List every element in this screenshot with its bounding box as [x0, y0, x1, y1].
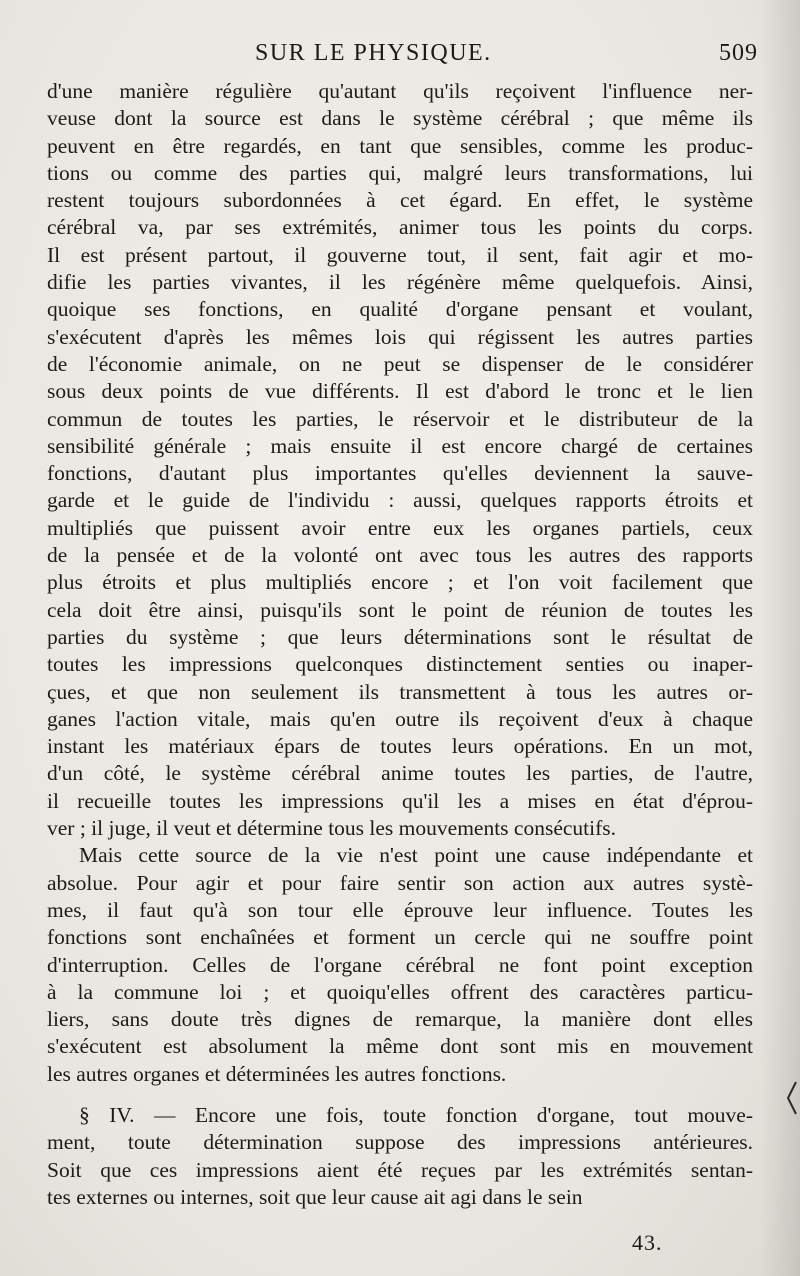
- text-line: ver ; il juge, il veut et détermine tous les mouvements consécutifs.: [47, 816, 617, 841]
- paragraph: [47, 78, 753, 842]
- page-number: 509: [719, 40, 758, 66]
- text-line: sous deux points de vue différents. Il est d'abord le tronc et le lien: [47, 379, 753, 404]
- text-line: ganes l'action vitale, mais qu'en outre ils reçoivent d'eux à chaque: [47, 706, 753, 731]
- text-line: à la commune loi ; et quoiqu'elles offrent des caractères particu-: [47, 979, 753, 1004]
- text-line: parties du système ; que leurs déterminations sont le résultat de: [47, 624, 753, 649]
- text-line: mes, il faut qu'à son tour elle éprouve leur influence. Toutes les: [47, 897, 753, 922]
- text-line: cérébral va, par ses extrémités, animer tous les points du corps.: [47, 215, 753, 240]
- text-line: d'une manière régulière qu'autant qu'ils reçoivent l'influence ner-: [47, 79, 753, 103]
- running-head: SUR LE PHYSIQUE.: [255, 40, 492, 66]
- text-line: difie les parties vivantes, il les régénère même quelquefois. Ainsi,: [47, 270, 753, 295]
- text-line: d'interruption. Celles de l'organe cérébral ne font point exception: [47, 952, 753, 977]
- text-line: s'exécutent est absolument la même dont sont mis en mouvement: [47, 1034, 753, 1059]
- text-line: fonctions sont enchaînées et forment un cercle qui ne souffre point: [47, 925, 753, 950]
- text-line: cela doit être ainsi, puisqu'ils sont le point de réunion de toutes les: [47, 597, 753, 622]
- text-line: de l'économie animale, on ne peut se dispenser de le considérer: [47, 351, 753, 376]
- text-line: veuse dont la source est dans le système cérébral ; que même ils: [47, 106, 753, 131]
- signature-mark: 43.: [632, 1230, 663, 1255]
- section-gap: [47, 1088, 753, 1102]
- text-line: plus étroits et plus multipliés encore ; et l'on voit facilement que: [47, 570, 753, 595]
- paragraph: [47, 842, 753, 1088]
- text-line: il recueille toutes les impressions qu'il les a mises en état d'éprou-: [47, 788, 753, 813]
- text-line: Il est présent partout, il gouverne tout, il sent, fait agir et mo-: [47, 242, 753, 267]
- page-header: [40, 40, 760, 74]
- text-line: commun de toutes les parties, le réservoir et le distributeur de la: [47, 406, 753, 431]
- text-line: restent toujours subordonnées à cet égard. En effet, le système: [47, 188, 753, 213]
- text-line: liers, sans doute très dignes de remarque, la manière dont elles: [47, 1007, 753, 1032]
- text-line: sensibilité générale ; mais ensuite il est encore chargé de certaines: [47, 433, 753, 458]
- text-line: Soit que ces impressions aient été reçues par les extrémités sentan-: [47, 1157, 753, 1182]
- body-text: [47, 78, 753, 1211]
- text-line: peuvent en être regardés, en tant que sensibles, comme les produc-: [47, 133, 753, 158]
- text-line: s'exécutent d'après les mêmes lois qui régissent les autres parties: [47, 324, 753, 349]
- margin-mark: [784, 1078, 800, 1118]
- text-line: Mais cette source de la vie n'est point une cause indépendante et: [79, 843, 753, 868]
- text-line: instant les matériaux épars de toutes leurs opérations. En un mot,: [47, 734, 753, 759]
- text-line: fonctions, d'autant plus importantes qu'elles deviennent la sauve-: [47, 461, 753, 486]
- text-line: çues, et que non seulement ils transmettent à tous les autres or-: [47, 679, 753, 704]
- text-line: de la pensée et de la volonté ont avec tous les autres des rapports: [47, 543, 753, 568]
- text-line: toutes les impressions quelconques distinctement senties ou inaper-: [47, 652, 753, 677]
- text-line: absolue. Pour agir et pour faire sentir son action aux autres systè-: [47, 870, 753, 895]
- text-line: quoique ses fonctions, en qualité d'organe pensant et voulant,: [47, 297, 753, 322]
- text-line: § IV. — Encore une fois, toute fonction d'organe, tout mouve-: [79, 1102, 753, 1127]
- text-line: multipliés que puissent avoir entre eux les organes partiels, ceux: [47, 515, 753, 540]
- text-line: garde et le guide de l'individu : aussi, quelques rapports étroits et: [47, 488, 753, 513]
- text-line: tions ou comme des parties qui, malgré leurs transformations, lui: [47, 160, 753, 185]
- paragraph: [47, 1102, 753, 1211]
- text-line: tes externes ou internes, soit que leur cause ait agi dans le sein: [47, 1184, 583, 1209]
- text-line: les autres organes et déterminées les autres fonctions.: [47, 1061, 507, 1086]
- text-line: ment, toute détermination suppose des impressions antérieures.: [47, 1130, 753, 1155]
- text-line: d'un côté, le système cérébral anime toutes les parties, de l'autre,: [47, 761, 753, 786]
